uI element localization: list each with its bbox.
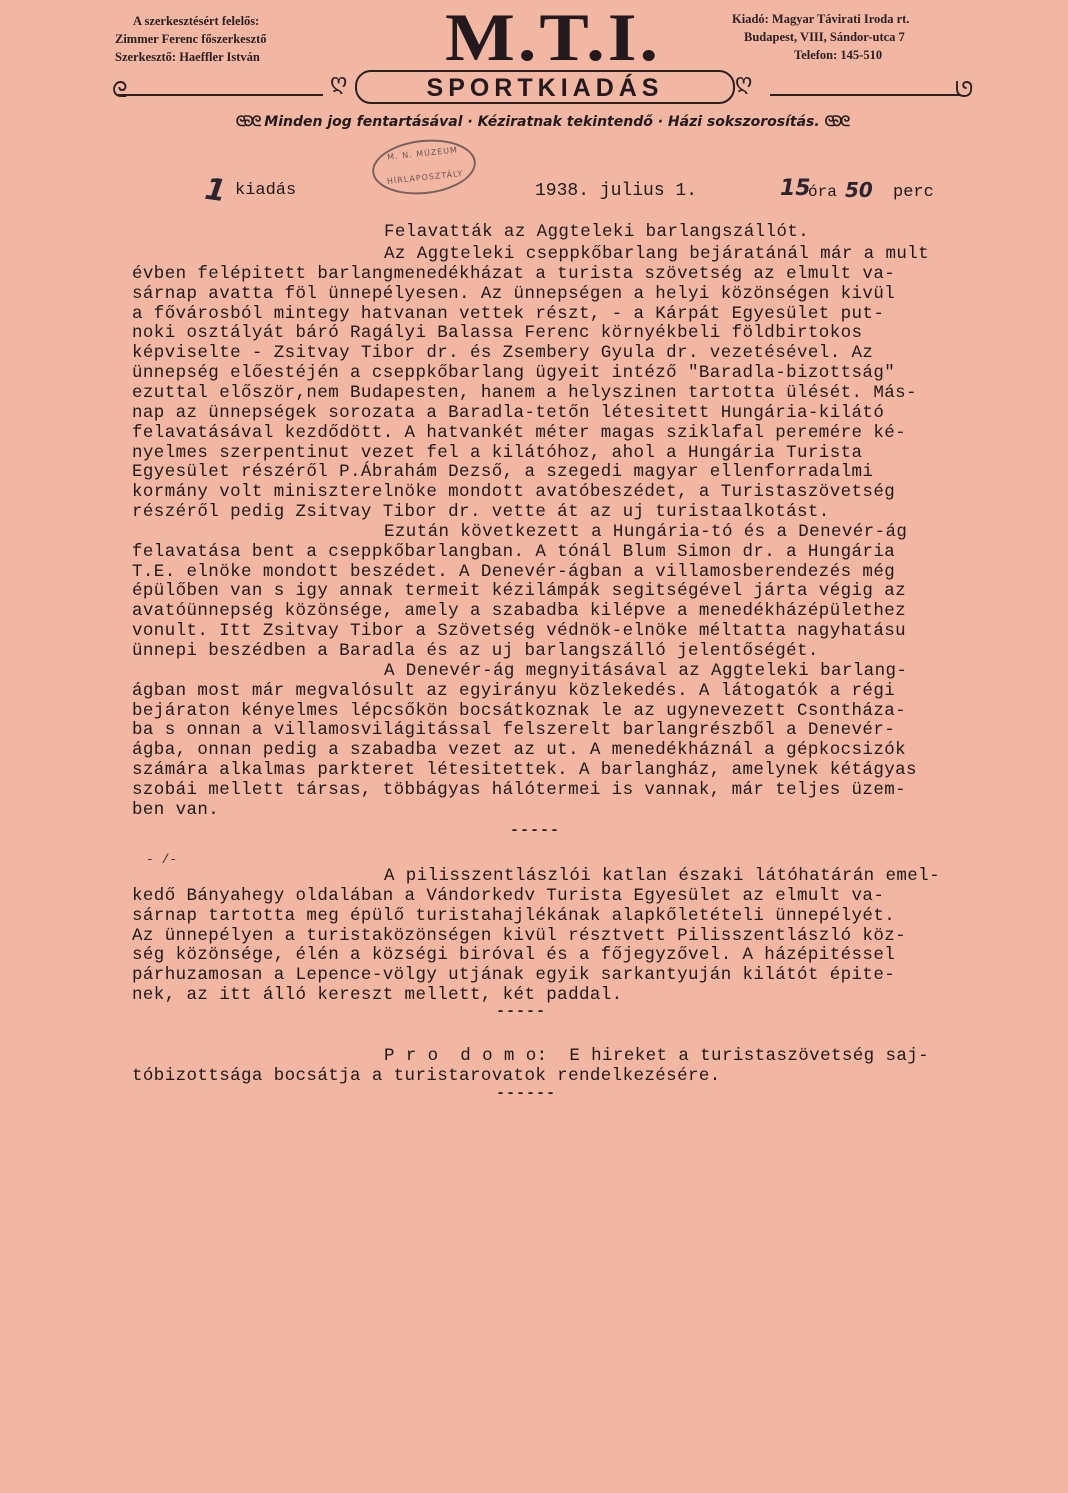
- text-line: avatóünnepség közönsége, amely a szabadba kilépve a menedékházépülethez: [132, 601, 907, 622]
- text-line: nek, az itt álló kereszt mellett, két paddal.: [132, 985, 623, 1006]
- text-line: a fővárosból mintegy hatvanan vettek részt, - a Kárpát Egyesület put-: [132, 303, 885, 324]
- margin-mark: - /-: [146, 852, 178, 867]
- text-line: ba s onnan a villamosvilágitással felszerelt barlangrészből a Denevér-: [132, 720, 896, 741]
- text-line: szobái mellett társas, többágyas hálótermei is vannak, már teljes üzem-: [132, 779, 907, 800]
- separator: -----: [496, 1003, 547, 1020]
- masthead-right-line: Telefon: 145-510: [794, 48, 883, 62]
- text-line: P r o d o m o: E hireket a turistaszövetség saj-: [384, 1046, 930, 1066]
- museum-stamp: [369, 135, 478, 200]
- text-line: ünnepi beszédben a Baradla és az uj barlangszálló jelentőségét.: [132, 641, 819, 661]
- scroll-ornament-icon: ღ: [735, 70, 753, 95]
- text-line: sárnap avatta föl ünnepélyesen. Az ünnepségen a helyi közönségen kivül: [132, 283, 896, 304]
- masthead-left-line: A szerkesztésért felelős:: [133, 14, 260, 28]
- text-line: ben van.: [132, 799, 220, 820]
- text-line: évben felépitett barlangmenedékházat a turista szövetség az elmult va-: [132, 263, 896, 284]
- issue-date: 1938. julius 1.: [535, 181, 698, 201]
- edition-label: kiadás: [235, 181, 297, 200]
- rights-notice: [112, 114, 972, 130]
- scroll-ornament-icon: ღ: [330, 70, 348, 95]
- text-line: A pilisszentlászlói katlan északi látóhatárán emel-: [384, 866, 940, 886]
- text-line: nap az ünnepségek sorozata a Baradla-tetőn létesitett Hungária-kilátó: [132, 402, 885, 423]
- text-line: számára alkalmas parkteret létesitettek. A barlangház, amelynek kétágyas: [132, 760, 917, 781]
- text-line: Az ünnepélyen a turistaközönségen kivül résztvett Pilisszentlászló köz-: [132, 925, 907, 946]
- issue-hour: 15: [780, 176, 811, 201]
- article-title: Felavatták az Aggteleki barlangszállót.: [384, 222, 810, 242]
- masthead-left-line: Szerkesztő: Haeffler István: [115, 50, 260, 64]
- text-line: Egyesület részéről P.Ábrahám Dezső, a szegedi magyar ellenforradalmi: [132, 462, 874, 483]
- masthead-editors: [115, 12, 330, 66]
- text-line: kedő Bányahegy oldalában a Vándorkedv Turista Egyesület az elmult va-: [132, 885, 885, 906]
- text-line: noki osztályát báró Ragályi Balassa Ferenc környékbeli földbirtokos: [132, 323, 863, 344]
- rope-ornament-icon: ᘓᘐᘓ: [824, 114, 849, 130]
- text-line: párhuzamosan a Lepence-völgy utjának egyik sarkantyuján kilátót épite-: [132, 965, 896, 986]
- sportkiadas-banner: SPORTKIADÁS: [426, 74, 664, 102]
- stamp-text-top: M. N. MÚZEUM: [386, 145, 459, 162]
- text-line: nyelmes szerpentinut vezet fel a kilátóhoz, ahol a Hungária Turista: [132, 442, 863, 463]
- text-line: A Denevér-ág megnyitásával az Aggteleki barlang-: [384, 660, 908, 681]
- text-line: ezuttal először,nem Budapesten, hanem a helyszinen tartotta ülését. Más-: [132, 382, 917, 403]
- text-line: T.E. elnöke mondott beszédet. A Denevér-ágban a villamosberendezés még: [132, 561, 896, 582]
- text-line: felavatásával kezdődött. A hatvankét méter magas sziklafal peremére ké-: [132, 422, 907, 443]
- rope-ornament-icon: ᘓᘐᘓ: [235, 114, 260, 130]
- scroll-ornament-icon: ᘓ: [112, 78, 128, 103]
- scroll-ornament-icon: ᘎ: [955, 78, 974, 103]
- text-line: ágban most már megvalósult az egyirányu közlekedés. A látogatók a régi: [132, 680, 896, 701]
- text-line: tóbizottsága bocsátja a turistarovatok rendelkezésére.: [132, 1065, 721, 1086]
- text-line: vonult. Itt Zsitvay Tibor a Szövetség védnök-elnöke méltatta nagyhatásu: [132, 621, 907, 642]
- edition-number: 1: [202, 171, 229, 210]
- text-line: képviselte - Zsitvay Tibor dr. és Zsembery Gyula dr. vezetésével. Az: [132, 343, 874, 364]
- text-line: Ezután következett a Hungária-tó és a Denevér-ág: [384, 521, 908, 542]
- masthead-rule-right: [770, 94, 960, 96]
- mti-logo: M.T.I.: [444, 0, 661, 76]
- stamp-text-bottom: HÍRLAPOSZTÁLY: [386, 168, 464, 186]
- minute-label: perc: [893, 183, 934, 202]
- masthead-right-line: Budapest, VIII, Sándor-utca 7: [744, 30, 905, 44]
- text-line: felavatása bent a cseppkőbarlangban. A tónál Blum Simon dr. a Hungária: [132, 541, 896, 562]
- text-line: ünnepség előestéjén a cseppkőbarlang ügyeit intéző "Baradla-bizottság": [132, 363, 896, 384]
- rights-text: Minden jog fentartásával · Kéziratnak tekintendő · Házi sokszorosítás.: [264, 114, 820, 130]
- text-line: bejáraton kényelmes lépcsőkön bocsátkoznak le az ugynevezett Csontháza-: [132, 700, 907, 721]
- masthead-rule-left: [118, 94, 323, 96]
- separator: ------: [496, 1085, 557, 1102]
- masthead-left-line: Zimmer Ferenc főszerkesztő: [115, 32, 267, 46]
- text-line: Az Aggteleki cseppkőbarlang bejáratánál már a mult: [384, 244, 930, 264]
- masthead-right-line: Kiadó: Magyar Távirati Iroda rt.: [732, 12, 910, 26]
- text-line: épülőben van s igy annak termeit kézilámpák segitségével járta végig az: [132, 581, 907, 602]
- issue-minute: 50: [845, 178, 873, 202]
- text-line: részéről pedig Zsitvay Tibor dr. vette át az uj turistaalkotást.: [132, 502, 830, 523]
- text-line: ágba, onnan pedig a szabadba vezet az ut. A menedékháznál a gépkocsizók: [132, 740, 907, 761]
- separator: -----: [510, 822, 561, 839]
- text-line: ség közönsége, élén a községi biróval és a főjegyzővel. A házépitéssel: [132, 945, 896, 966]
- text-line: kormány volt miniszterelnöke mondott avatóbeszédet, a Turistaszövetség: [132, 482, 896, 503]
- masthead-publisher: [732, 10, 982, 64]
- text-line: sárnap tartotta meg épülő turistahajlékának alapkőletételi ünnepélyét.: [132, 905, 896, 926]
- hour-label: óra: [808, 183, 837, 201]
